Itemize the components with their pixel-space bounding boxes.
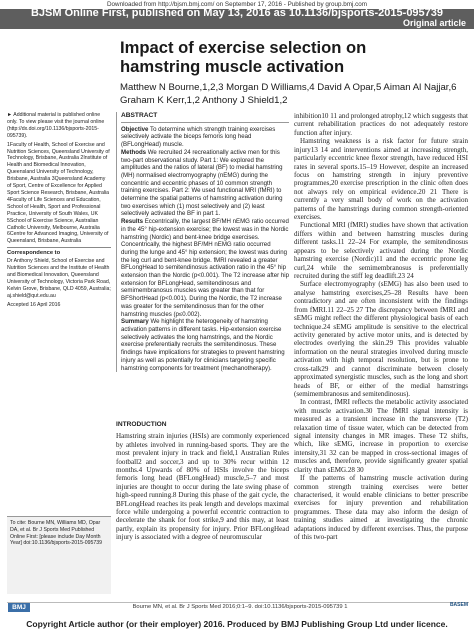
methods-label: Methods: [121, 148, 147, 156]
footer-citation: [120, 604, 360, 610]
body-paragraph: Functional MRI (fMRI) studies have shown that activation differs within and between hamstring muscles during different tasks.11 22–24 For example, the semitendinosus appears to be selectively activated during the Nordic hamstring exercise (Nordic)11 and the eccentric prone leg curl,24 while the semimembranosus is preferentially recruited during the stiff leg deadlift.23 24: [294, 221, 468, 281]
body-paragraph: If the patterns of hamstring muscle activation during common strength training exercises were better characterised, it would enable clinicians to better prescribe exercises for injury prevention and rehabilitation programmes. These data may also inform the design of training studies aimed at investigating the chronic adaptations induced by different exercises. Thus, the purpose of this two-part: [294, 474, 468, 542]
abstract-methods: [121, 149, 289, 218]
sidebar-notes: [7, 112, 111, 310]
accepted-date: Accepted 16 April 2016: [7, 301, 61, 308]
basem-logo: BASEM: [449, 602, 468, 608]
section-label: Original article: [402, 18, 466, 28]
correspondence-heading: Correspondence to: [7, 247, 111, 257]
body-paragraph: Hamstring weakness is a risk factor for future strain injury13 14 and interventions aimed at increasing strength, particularly eccentric knee flexor strength, have reduced HSI rates in several sports.15–19 However, despite an increased focus on hamstring strength in injury preventive programmes,20 exercise prescription in the clinic often does not always rely on empirical evidence.20 21 There is currently a very small body of work on the activation patterns of the hamstrings during common strength-oriented exercises.: [294, 137, 468, 222]
bmj-logo: BMJ: [8, 603, 30, 612]
citation-box: To cite: Bourne MN, Williams MD, Opar DA, et al. Br J Sports Med Published Online First: [please include Day Month Year] doi:10.1136/bjsports-2015-095739: [7, 516, 111, 594]
online-first-banner: BJSM Online First, published on May 13, 2016 as 10.1136/bjsports-2015-095739: [30, 7, 444, 19]
article-title: Impact of exercise selection on hamstring muscle activation: [120, 38, 367, 76]
body-paragraph: Surface electromyography (sEMG) has also been used to analyse hamstring exercises,25–28 Results have been contradictory and are often inconsistent with the findings from fMRI.11 22–25 27 The discrepancy between fMRI and sEMG might reflect the different physiological basis of each technique.24 sEMG amplitude is sensitive to the electrical activity generated by active motor units, and is detected by electrodes overlying the skin.29 This provides valuable information on the neural strategies involved during muscle activation with high temporal resolution, but is prone to cross-talk29 and cannot discriminate between closely approximated synergistic muscles, such as the long and short heads of BF, or either of the medial hamstrings (semimembranosus and semitendinosus).: [294, 280, 468, 398]
abstract-summary: [121, 318, 289, 372]
abstract-heading: ABSTRACT: [121, 112, 289, 123]
page-number: 1: [344, 604, 348, 610]
introduction-text: Hamstring strain injuries (HSIs) are commonly experienced by athletes involved in running-based sports. They are the most prevalent injury in track and field,1 Australian Rules football2 and soccer,3 and up to 30% recur within 12 months.4 Upwards of 80% of HSIs involve the biceps femoris long head (BFLongHead) muscle,5–7 and most injuries are thought to occur during the late swing phase of high-speed running.8 During this phase of the gait cycle, the BFLongHead reaches its peak length and develops maximal force while undergoing a powerful eccentric contraction to decelerate the shank for foot strike,9 and this may, at least partly, explain its propensity for injury. Prior BFLongHead injury is associated with a degree of neuromuscular: [116, 432, 289, 542]
copyright-notice: Copyright Article author (or their employer) 2016. Produced by BMJ Publishing Group Ltd under licence.: [26, 619, 448, 629]
affiliations: 1Faculty of Health, School of Exercise and Nutrition Sciences, Queensland University of Technology, Brisbane, Australia 2Institute of Health and Biomedical Innovation, Queensland University of Technology, Brisbane, Australia 3Queensland Academy of Sport, Centre of Excellence for Applied Sport Science Research, Brisbane, Australia 4Faculty of Life Sciences and Education, School of Health, Sport and Professional Practice, University of South Wales, UK 5School of Exercise Science, Australian Catholic University, Melbourne, Australia 6Centre for Advanced Imaging, University of Queensland, Brisbane, Australia: [7, 141, 110, 245]
summary-text: We highlight the heterogeneity of hamstring activation patterns in different tasks. Hip-extension exercise selectively activates the long hamstrings, and the Nordic exercise preferentially recruits the semitendinosus. These findings have implications for strategies to prevent hamstring injury as well as potentially for clinicians targeting specific hamstring components for treatment (mechanotherapy).: [121, 318, 285, 372]
methods-text: We recruited 24 recreationally active men for this two-part observational study. Part 1: We explored the amplitudes and the ratios of lateral (BF) to medial hamstring (MH) normalised electromyography (nEMG) during the concentric and eccentric phases of 10 common strength training exercises. Part 2: We used functional MRI (fMRI) to determine the spatial patterns of hamstring activation during two exercises which (1) most selectively and (2) least selectively activated the BF in part 1.: [121, 148, 283, 218]
introduction-heading: INTRODUCTION: [116, 421, 167, 428]
abstract-results: [121, 218, 289, 318]
objective-label: Objective: [121, 125, 149, 133]
objective-text: To determine which strength training exercises selectively activate the biceps femoris long head (BFLongHead) muscle.: [121, 125, 276, 149]
body-column-right: [294, 112, 468, 542]
footer-divider: [7, 602, 469, 603]
body-paragraph: In contrast, fMRI reflects the metabolic activity associated with muscle activation.30 The fMRI signal intensity is measured as a transient increase in the transverse (T2) relaxation time of tissue water, which can be detected from signal intensity changes in MR images. These T2 shifts, which, like sEMG, increase in proportion to exercise intensity,31 32 can be mapped in cross-sectional images of muscles and, therefore, provide significantly greater spatial clarity than sEMG.28 30: [294, 398, 468, 474]
footer-citation-text: Bourne MN, et al. Br J Sports Med 2016;0:1–9. doi:10.1136/bjsports-2015-095739: [132, 604, 343, 610]
introduction: [116, 421, 289, 542]
results-label: Results: [121, 218, 144, 226]
summary-label: Summary: [121, 318, 149, 326]
results-text: Eccentrically, the largest BF/MH nEMG ratio occurred in the 45° hip-extension exercise; the lowest was in the Nordic hamstring (Nordic) and bent-knee bridge exercises. Concentrically, the highest BF/MH nEMG ratio occurred during the lunge and 45° hip extension; the lowest was during the leg curl and bent-knee bridge. fMRI revealed a greater BFLongHead to semitendinosus activation ratio in the 45° hip extension than the Nordic (p<0.001). The T2 increase after hip extension for BFLongHead, semitendinosus and semimembranosus muscles was greater than that for BFShortHead (p<0.001). During the Nordic, the T2 increase was greater for the semitendinosus than for the other hamstring muscles (p≤0.002).: [121, 218, 289, 318]
additional-material-note: ► Additional material is published online only. To view please visit the journal online (http://dx.doi.org/10.1136/bjsports-2015-095739).: [7, 112, 105, 139]
download-notice: Downloaded from http://bjsm.bmj.com/ on September 17, 2016 - Published by group.bmj.com: [106, 1, 368, 8]
author-list: Matthew N Bourne,1,2,3 Morgan D Williams,4 David A Opar,5 Aiman Al Najjar,6 Graham K Kerr,1,2 Anthony J Shield1,2: [120, 82, 457, 106]
body-paragraph: inhibition10 11 and prolonged atrophy,12 which suggests that current rehabilitation practices do not adequately restore function after injury.: [294, 112, 468, 137]
abstract: [116, 112, 289, 372]
correspondence-text: Dr Anthony Shield, School of Exercise and Nutrition Sciences and the Institute of Health and Biomedical Innovation, Queensland University of Technology, Victoria Park Road, Kelvin Grove, Brisbane, QLD 4059, Australia; aj.shield@qut.edu.au: [7, 258, 111, 299]
abstract-objective: [121, 126, 289, 149]
